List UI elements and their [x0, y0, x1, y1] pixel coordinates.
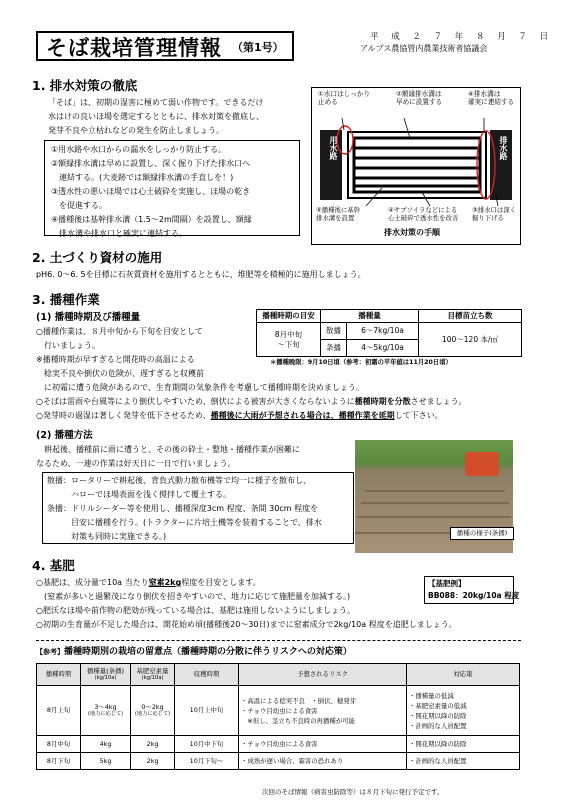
nitrogen-cell: 2kg — [131, 736, 175, 753]
measure-cell: ・播種量の低減 ・基肥窒素量の低減 ・開花期以降の防除 ・計画的な人員配置 — [407, 686, 520, 736]
harvest-cell: 10月中下旬 — [175, 736, 239, 753]
section-1-intro — [48, 96, 308, 138]
reference-divider — [36, 640, 521, 641]
diagram-caption: 排水対策の手順 — [384, 228, 440, 237]
method-cell: 散播 — [321, 323, 347, 340]
header-cell: 播種量 — [321, 310, 419, 323]
period-cell: 8月下旬 — [37, 753, 81, 770]
measure-cell: ・計画的な人員配置 — [407, 753, 520, 770]
subsection-method-heading: (2) 播種方法 — [36, 430, 93, 441]
fertilizer-text: ○基肥は、成分量で10a 当たり窒素2kg程度を目安とします。 (窒素が多いと過繁茂になり倒伏を招きやすいので、地力に応じて施肥量を加減する。) ○肥沃なほ場や前作物の肥効が残っている場合は、基肥は施用しないようにしましょう。 ○初期の生育量が不足した場合は、開花始め頃(播種後20～30日)までに窒素成分で2kg/10a 程度を追肥しましょう。 — [36, 578, 457, 629]
risk-cell: ・チョウ目幼虫による食害 — [239, 736, 407, 753]
period-cell: 8月中旬 — [37, 736, 81, 753]
section-2-text: pH6. 0～6. 5を目標に石灰質資材を施用するとともに、堆肥等を積極的に施用しましょう。 — [36, 270, 366, 279]
table-row — [37, 686, 520, 736]
header-cell: 対応策 — [407, 664, 520, 686]
drainage-diagram — [311, 87, 521, 245]
nitrogen-cell: 2kg — [131, 753, 175, 770]
risk-cell: ・成熟が遅い場合、霜害の恐れあり — [239, 753, 407, 770]
emphasis-distribute-timing: 播種時期を分散 — [354, 397, 411, 406]
point-line: ①用水路や水口からの漏水をしっかり防止する。 — [51, 145, 227, 154]
intro-line: 発芽不良や立枯れなどの発生を防止しましょう。 — [48, 126, 224, 135]
harvest-cell: 10月下旬～ — [175, 753, 239, 770]
reference-tag: 【参考】 — [36, 648, 64, 656]
table-row — [37, 736, 520, 753]
header-cell: 基肥窒素量 (kg/10a) — [131, 664, 175, 686]
diagram-label-5: ⑤播種後に基幹 排水溝を設置 — [316, 206, 361, 222]
sowing-table — [256, 309, 522, 357]
seed-cell: 4kg — [81, 736, 131, 753]
diagram-label-1: ①水口はしっかり 止める — [318, 90, 371, 106]
point-line: ②額縁排水溝は早めに設置し、深く掘り下げた排水口へ — [51, 159, 251, 168]
header-cell: 目標苗立ち数 — [419, 310, 522, 323]
sowing-deadline-note: ＊播種晩限：9月10日頃（参考：初霜の平年値は11月20日頃） — [270, 359, 452, 366]
inlet-label: 用水路 — [329, 136, 338, 160]
harvest-cell: 10月上中旬 — [175, 686, 239, 736]
point-line: ③透水性の悪いほ場では心土破砕を実施し、ほ場の乾き — [51, 187, 251, 196]
timing-text: ○播種作業は、８月中旬から下旬を目安として 行いましょう。 ※播種時期が早すぎると開花時の高温による 稔実不良や倒伏の危険が、遅すぎると収穫前 — [36, 327, 204, 378]
issue-date: 平 成 ２ ７ 年 ８ 月 ７ 日 — [370, 32, 554, 42]
section-2-heading: 2. 土づくり資材の施用 — [32, 250, 163, 265]
target-cell: 100～120 本/㎡ — [419, 323, 522, 357]
title-box — [36, 31, 294, 61]
method-text: 耕起後、播種前に雨に遭うと、その後の砕土・整地・播種作業が困難に なるため、一連の作業は好天日に一日で行いましょう。 — [36, 445, 300, 468]
emphasis-nitrogen: 窒素2kg — [148, 578, 182, 587]
photo-caption: 播種の様子(条播) — [450, 527, 514, 540]
reference-table — [36, 663, 520, 770]
point-line: ④播種後は基幹排水溝（1.5～2m間隔）を設置し、額縁 — [51, 215, 252, 224]
risk-cell: ・高温による稔実不良 ・倒伏、穂発芽 ・チョウ目幼虫による食害 ※但し、茎立ち不良時の再播種が可能 — [239, 686, 407, 736]
field-outline — [348, 132, 486, 198]
reference-heading: 播種時期別の栽培の留意点（播種時期の分散に伴うリスクへの対応策） — [64, 647, 352, 657]
emphasis-postpone-sowing: 播種後に大雨が予想される場合は、播種作業を延期 — [210, 411, 395, 420]
diagram-label-4: ④サブソイラなどによる 心土破砕で透水性を改善 — [388, 206, 459, 222]
header-cell: 播種時期の目安 — [257, 310, 321, 323]
diagram-label-3: ③排水口は深く 掘り下げる — [472, 206, 517, 222]
header-cell: 収穫時期 — [175, 664, 239, 686]
section-4-heading: 4. 基肥 — [32, 558, 75, 573]
seed-cell: 3～4kg (地力に応じて) — [81, 686, 131, 736]
table-row — [37, 753, 520, 770]
method-cell: 条播 — [321, 340, 347, 357]
diagram-label-6: ⑥排水溝は 確実に連結する — [468, 90, 515, 106]
nitrogen-cell: 0～2kg (地力に応じて) — [131, 686, 175, 736]
point-line: 排水溝や排水口と確実に連結する。 — [51, 229, 187, 238]
fertilizer-example-box: 【基肥例】 BB088：20kg/10a 程度 — [424, 576, 514, 604]
method-box: 散播：ロータリーで耕起後、背負式動力散布機等で均一に種子を散布し、 ハローでほ場表面を浅く撹拌して覆土する。 条播：ドリルシーダー等を使用し、播種深度3cm 程度、条間 30cm 程度を 目安に播種を行う。(トラクターに片培土機等を装着することで、排水 対策も同時に実施できる。) — [42, 472, 354, 544]
timing-text-wide: に初霜に遭う危険があるので、生育期間の気象条件を考慮して播種時期を決めましょう。 ○そばは雷雨や台風等により倒伏しやすいため、倒伏による被害が大きくならないように播種時期を分散させましょう。 ○発芽時の過湿は著しく発芽を低下させるため、播種後に大雨が予想される場合は、播種作業を延期して下さい。 — [36, 383, 467, 420]
footer-note: 次回のそば情報（病害虫防除等）は８月下旬に発行予定です。 — [262, 788, 444, 796]
tractor-shape — [465, 452, 499, 476]
table-header-row — [257, 310, 522, 323]
drainage-points-box — [44, 140, 300, 236]
intro-line: 水はけの良いほ場を選定するとともに、排水対策を徹底し、 — [48, 112, 264, 121]
header-cell: 播種量(条播) (kg/10a) — [81, 664, 131, 686]
amount-cell: 6～7kg/10a — [347, 323, 419, 340]
diagram-label-2: ②額縁排水溝は 早めに設置する — [396, 90, 443, 106]
period-cell: 8月中旬 ～下旬 — [257, 323, 321, 357]
amount-cell: 4～5kg/10a — [347, 340, 419, 357]
issue-number: （第1号） — [232, 41, 284, 54]
page-title: そば栽培管理情報 — [46, 36, 222, 60]
outlet-label: 排水路 — [499, 136, 508, 160]
section-1-heading: 1. 排水対策の徹底 — [32, 78, 138, 93]
subsection-timing-heading: (1) 播種時期及び播種量 — [36, 312, 141, 323]
seed-cell: 5kg — [81, 753, 131, 770]
header-cell: 予想されるリスク — [239, 664, 407, 686]
table-header-row — [37, 664, 520, 686]
period-cell: 8月上旬 — [37, 686, 81, 736]
intro-line: 「そば」は、初期の湿害に極めて弱い作物です。できるだけ — [48, 98, 264, 107]
measure-cell: ・開花期以降の防除 — [407, 736, 520, 753]
publisher: アルプス農協管内農業技術者協議会 — [360, 44, 488, 53]
table-row — [257, 323, 522, 340]
point-line: を促進する。 — [51, 201, 107, 210]
header-cell: 播種時期 — [37, 664, 81, 686]
section-3-heading: 3. 播種作業 — [32, 292, 100, 307]
point-line: 連結する。(大麦跡では額縁排水溝の手直しを！) — [51, 173, 234, 182]
